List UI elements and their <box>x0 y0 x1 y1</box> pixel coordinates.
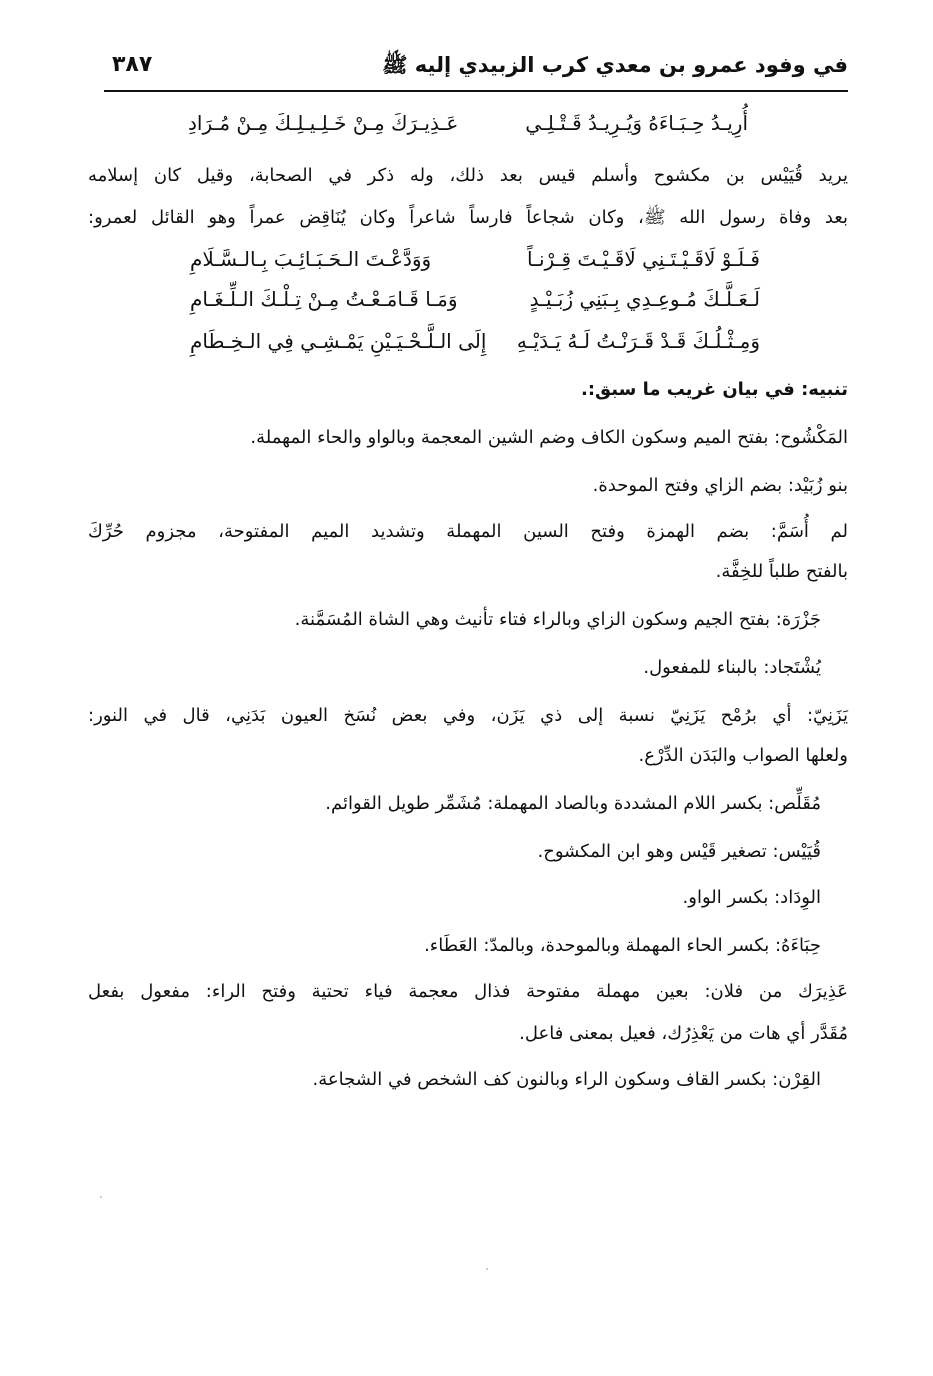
note-line: الوِدَاد: بكسر الواو. <box>682 887 821 908</box>
scan-speck <box>100 1196 102 1198</box>
verse-top <box>188 108 748 140</box>
note-line: جَزْرَة: بفتح الجيم وسكون الزاي وبالراء فتاء تأنيث وهي الشاة المُسَمَّنة. <box>294 609 821 630</box>
verse-1-right-hemistich: فَـلَـوْ لَاقَـيْـتَـنِي لَاقَـيْـتَ قِـرْنـاً <box>527 247 760 271</box>
running-header <box>104 46 848 92</box>
verse-top-right-hemistich: أُرِيـدُ حِـبَـاءَهُ وَيُـرِيـدُ قَـتْـلِـي <box>525 111 748 135</box>
note-line: مُقَدَّر أي هات من يَعْذِرُك، فعيل بمعنى فاعل. <box>519 1023 848 1044</box>
body-line-1: يريد قُيَيْس بن مكشوح وأسلم قيس بعد ذلك، وله ذكر في الصحابة، وقيل كان إسلامه <box>88 165 848 186</box>
note-line: المَكْشُوح: بفتح الميم وسكون الكاف وضم الشين المعجمة وبالواو والحاء المهملة. <box>250 427 848 448</box>
body-line-2: بعد وفاة رسول الله ﷺ، وكان شجاعاً فارساً شاعراً وكان يُنَاقِض عمراً وهو القائل لعمرو: <box>88 207 848 228</box>
verse-2 <box>190 284 760 316</box>
verse-3-left-hemistich: إِلَى الـلَّـحْـيَـيْنِ يَمْـشِـي فِي الـخِـطَامِ <box>190 329 487 353</box>
header-title: في وفود عمرو بن معدي كرب الزبيدي إليه ﷺ <box>382 53 848 77</box>
verse-2-right-hemistich: لَـعَـلَّـكَ مُـوعِـدِي بِـبَنِي زُبَـيْـدٍ <box>529 287 760 311</box>
page-number: ٣٨٧ <box>112 52 153 77</box>
note-line: القِرْن: بكسر القاف وسكون الراء وبالنون كف الشخص في الشجاعة. <box>312 1069 821 1090</box>
note-line: قُيَيْس: تصغير قَيْس وهو ابن المكشوح. <box>537 841 821 862</box>
note-line: بنو زُبَيْد: بضم الزاي وفتح الموحدة. <box>592 475 848 496</box>
note-line: يَزَنِيّ: أي برُمْح يَزَنِيّ نسبة إلى ذي يَزَن، وفي بعض نُسَخ العيون بَدَنِي، قال في النور: <box>88 705 848 726</box>
scan-speck <box>486 1268 488 1270</box>
note-line: بالفتح طلباً للخِفَّة. <box>715 561 848 582</box>
note-line: ولعلها الصواب والبَدَن الدِّرْع. <box>638 745 848 766</box>
note-line: مُقَلِّص: بكسر اللام المشددة وبالصاد المهملة: مُشَمِّر طويل القوائم. <box>325 793 821 814</box>
verse-1 <box>190 244 760 276</box>
notes-heading: تنبيه: في بيان غريب ما سبق:. <box>581 379 848 400</box>
note-line: عَذِيرَك من فلان: بعين مهملة مفتوحة فذال معجمة فياء تحتية وفتح الراء: مفعول بفعل <box>88 981 848 1002</box>
verse-top-left-hemistich: عَـذِيـرَكَ مِـنْ خَـلِـيـلِـكَ مِـنْ مُـرَادِ <box>188 111 459 135</box>
note-line: لم أُسَمَّ: بضم الهمزة وفتح السين المهملة وتشديد الميم المفتوحة، مجزوم حُرِّكَ <box>88 521 848 542</box>
verse-2-left-hemistich: وَمَـا قَـامَـعْـتُ مِـنْ تِـلْـكَ الـلِّـغَـامِ <box>190 287 458 311</box>
note-line: يُشْتَجاد: بالبناء للمفعول. <box>643 657 821 678</box>
verse-1-left-hemistich: وَوَدَّعْـتَ الـحَـبَـائِـبَ بِـالـسَّـلَامِ <box>190 247 432 271</box>
note-line: حِبَاءَهُ: بكسر الحاء المهملة وبالموحدة، وبالمدّ: العَطَاء. <box>424 935 821 956</box>
verse-3 <box>190 326 760 358</box>
verse-3-right-hemistich: وَمِـثْـلُـكَ قَـدْ قَـرَنْـتُ لَـهُ يَـدَيْـهِ <box>516 329 760 353</box>
